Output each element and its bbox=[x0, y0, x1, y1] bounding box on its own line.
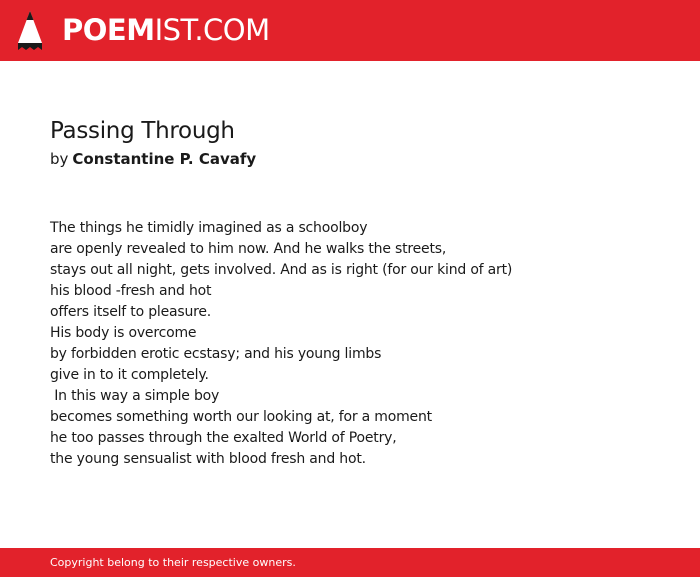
site-header bbox=[0, 0, 700, 61]
poem-title: Passing Through bbox=[50, 118, 235, 144]
byline bbox=[50, 149, 256, 169]
author-name: Constantine P. Cavafy bbox=[72, 150, 257, 168]
poem-line: The things he timidly imagined as a schoolboy bbox=[50, 220, 368, 236]
poem-line: are openly revealed to him now. And he walks the streets, bbox=[50, 241, 447, 257]
poem-line: offers itself to pleasure. bbox=[50, 304, 212, 320]
site-logo[interactable] bbox=[62, 13, 270, 47]
poem-body bbox=[50, 218, 670, 470]
poem-line: he too passes through the exalted World of Poetry, bbox=[50, 430, 397, 446]
logo-light-text: IST.COM bbox=[154, 13, 270, 47]
poem-line: his blood -fresh and hot bbox=[50, 283, 212, 299]
poem-line: stays out all night, gets involved. And as is right (for our kind of art) bbox=[50, 262, 513, 278]
poem-line: His body is overcome bbox=[50, 325, 197, 341]
poem-line: by forbidden erotic ecstasy; and his young limbs bbox=[50, 346, 382, 362]
by-label: by bbox=[50, 150, 69, 168]
site-footer bbox=[0, 548, 700, 577]
poem-line: In this way a simple boy bbox=[50, 388, 220, 404]
poem-line: give in to it completely. bbox=[50, 367, 209, 383]
pencil-icon[interactable] bbox=[17, 10, 43, 52]
poem-line: the young sensualist with blood fresh and hot. bbox=[50, 451, 366, 467]
logo-bold-text: POEM bbox=[62, 13, 155, 47]
poem-line: becomes something worth our looking at, for a moment bbox=[50, 409, 432, 425]
copyright-text: Copyright belong to their respective owners. bbox=[50, 556, 296, 569]
